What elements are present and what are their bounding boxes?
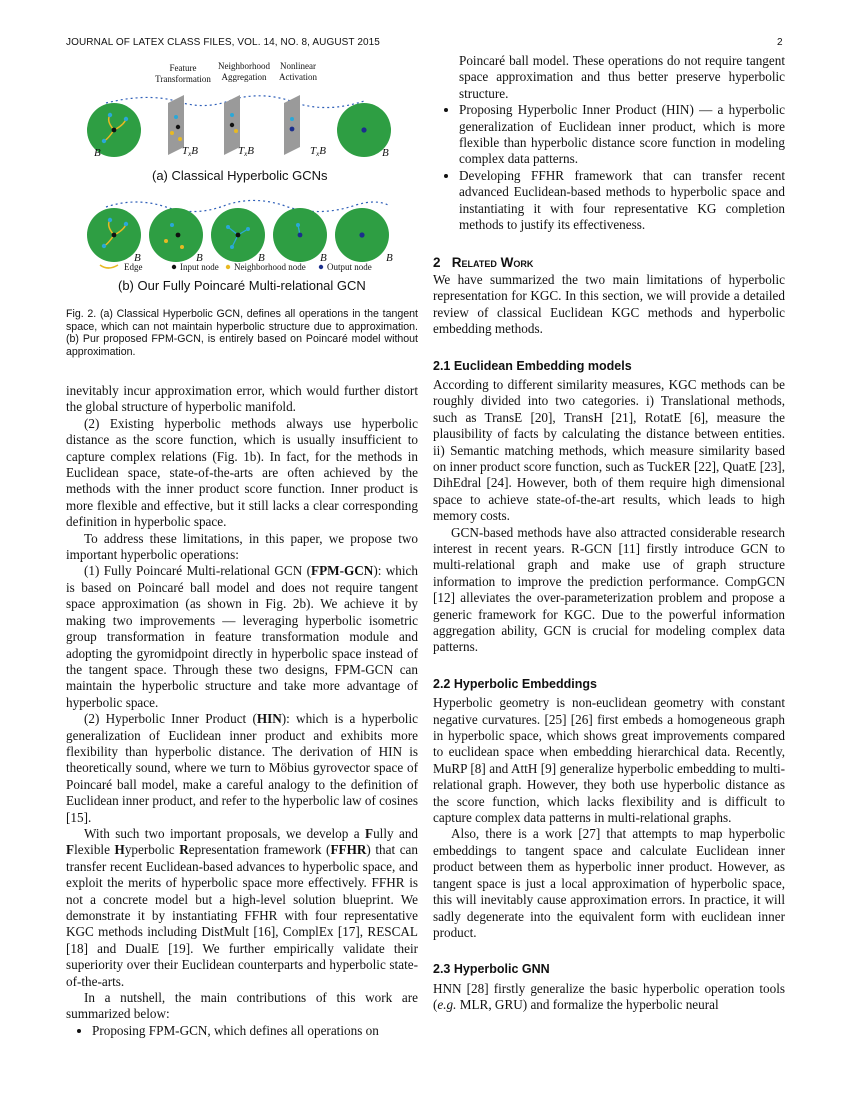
list-item: • Proposing Hyperbolic Inner Product (HIN) — a hyperbolic generalization of Euclidean inner product, which is more flexible than hyperbolic distance score function in modeling complex data patterns. [459, 102, 785, 168]
tangent-symbol-1: TxB [182, 145, 198, 158]
ball-symbol-b5: B [386, 252, 393, 264]
step-label-nonlinear-1: Nonlinear [280, 61, 316, 71]
page-number: 2 [777, 37, 783, 48]
figure-legend [100, 262, 372, 272]
list-item: • Developing FFHR framework that can transfer recent advanced Euclidean-based methods to hyperbolic space and instantiating it with four representative KG completion methods to justify its effectiveness. [459, 168, 785, 234]
ball-symbol-b1: B [134, 252, 141, 264]
step-label-neighborhood-2: Aggregation [221, 72, 267, 82]
section-heading-2: 2 Related Work [433, 255, 534, 271]
paragraph: HNN [28] firstly generalize the basic hyperbolic operation tools (e.g. MLR, GRU) and formalize the hyperbolic neural [433, 980, 785, 1013]
ball-symbol-a5: B [382, 147, 389, 159]
term-ffhr: FFHR [330, 842, 367, 858]
figure-label-a: (a) Classical Hyperbolic GCNs [152, 168, 328, 183]
left-column [66, 383, 418, 1039]
step-label-feature-2: Transformation [155, 74, 211, 84]
figure-caption: Fig. 2. (a) Classical Hyperbolic GCN, defines all operations in the tangent space, which can not maintain hyperbolic structure due to approximation. (b) Pur proposed FPM-GCN, is entirely based on Poincaré model without approximation. [66, 308, 418, 358]
contribution-list [66, 1023, 418, 1039]
right-column [433, 53, 785, 1014]
paragraph: inevitably incur approximation error, which would further distort the global structure of hyperbolic manifold. [66, 383, 418, 415]
paragraph: In a nutshell, the main contributions of this work are summarized below: [66, 990, 418, 1022]
step-label-feature-1: Feature [169, 63, 197, 73]
term-hin: HIN [256, 711, 282, 727]
tangent-symbol-3: TxB [310, 145, 326, 158]
contribution-list-cont [433, 102, 785, 233]
step-label-nonlinear-2: Activation [279, 72, 317, 82]
paragraph: To address these limitations, in this paper, we propose two important hyperbolic operations: [66, 530, 418, 563]
ball-symbol-b4: B [320, 252, 327, 264]
paragraph: (2) Existing hyperbolic methods always use hyperbolic distance as the score function, which is usually insufficient to capture complex relations (Fig. 1b). In fact, for the methods in Euclidean space, state-of-the-arts are often achieved by the methods with the inner product score function. Inner product is more flexible and effective, but it still lacks a clear corresponding definition in hyperbolic space. [66, 415, 418, 530]
tangent-plane-3 [284, 95, 300, 155]
paragraph: (1) Fully Poincaré Multi-relational GCN (FPM-GCN): which is based on Poincaré ball model and does not require tangent space approximation (as shown in Fig. 2b). We achieve it by making two improvements — leveraging hyperbolic isometric group transformation in feature transformation module and adopting the gyromidpoint directly in hyperbolic space instead of the tangent space. Through these two designs, FPM-GCN can maintain the hyperbolic structure and take more advantage of hyperbolic space. [66, 563, 418, 710]
paragraph: Also, there is a work [27] that attempts to map hyperbolic embeddings to tangent space and calculate Euclidean inner product between them as hyperbolic inner product. However, as tangent space is just a local approximation of hyperbolic space, this will inevitably cause approximation errors. In practice, it will sadly degenerate into the equivalent form with euclidean inner product. [433, 826, 785, 940]
legend-input: Input node [180, 262, 219, 272]
term-fpm-gcn: FPM-GCN [311, 563, 374, 579]
legend-edge-swatch [100, 265, 118, 268]
step-label-neighborhood-1: Neighborhood [218, 61, 270, 71]
figure-label-b: (b) Our Fully Poincaré Multi-relational GCN [118, 278, 366, 293]
paragraph: GCN-based methods have also attracted considerable research interest in recent years. R-GCN [11] firstly introduce GCN to multi-relational graph and make use of graph structure information to improve the prediction performance. CompGCN [12] alleviates the over-parameterization problem and propose a generic framework for KGC. Due to the powerful information aggregation ability, GCN is crucial for modeling complex data patterns. [433, 524, 785, 655]
paragraph: (2) Hyperbolic Inner Product (HIN): which is a hyperbolic generalization of Euclidean inner product and exhibits more flexibility than hyperbolic distance. The derivation of HIN is theoretically sound, where we turn to Möbius gyrovector space of Poincaré ball model, make a careful analogy to the definition of Euclidean inner product, and refer to the hyperbolic law of cosines [15]. [66, 711, 418, 825]
ball-symbol-b2: B [196, 252, 203, 264]
tangent-symbol-2: TxB [238, 145, 254, 158]
paragraph: We have summarized the two main limitations of hyperbolic representation for KGC. In this section, we will provide a detailed review of classical Euclidean KGC methods and hyperbolic embedding methods. [433, 271, 785, 337]
subsection-heading-2-2: 2.2 Hyperbolic Embeddings [433, 676, 597, 691]
journal-header: JOURNAL OF LATEX CLASS FILES, VOL. 14, NO. 8, AUGUST 2015 [66, 37, 380, 48]
legend-neighbor-swatch [226, 265, 230, 269]
legend-input-swatch [172, 265, 176, 269]
subsection-heading-2-1: 2.1 Euclidean Embedding models [433, 358, 632, 373]
legend-neighbor: Neighborhood node [234, 262, 306, 272]
paragraph: With such two important proposals, we develop a Fully and Flexible Hyperbolic Representation framework (FFHR) that can transfer recent Euclidean-based advances to hyperbolic space, and exploit the merits of hyperbolic space more effectively. FFHR is not a concrete model but a high-level solution blueprint. We demonstrate it by instantiating FFHR with four representative KGC methods including DistMult [16], ComplEx [17], RESCAL [18] and DualE [19]. We further empirically validate their superiority over their Euclidean counterparts and hyperbolic state-of-the-arts. [66, 825, 419, 989]
legend-edge: Edge [124, 262, 143, 272]
output-node-a [361, 127, 366, 132]
subsection-heading-2-3: 2.3 Hyperbolic GNN [433, 962, 550, 977]
paragraph: Hyperbolic geometry is non-euclidean geometry with constant negative curvatures. [25] [26] first embeds a homogeneous graph in hyperbolic space, which shows great improvements compared to euclidean space when embedding hierarchical data. Recently, MuRP [8] and AttH [9] generalize hyperbolic embedding to multi-relational graph. However, they both use hyperbolic distance as the score function, which lacks flexibility and is difficult to capture complex data patterns in multi-relational graphs. [433, 695, 785, 826]
list-item: • Proposing FPM-GCN, which defines all operations on [92, 1023, 418, 1039]
legend-output: Output node [327, 262, 372, 272]
ball-symbol-a1: B [94, 147, 101, 159]
list-continuation: Poincaré ball model. These operations do not require tangent space approximation and thus better preserve hyperbolic structure. [459, 53, 785, 101]
ball-symbol-b3: B [258, 252, 265, 264]
paragraph: According to different similarity measures, KGC methods can be roughly divided into two categories. i) Translational methods, such as TransE [20], TransH [21], RotatE [6], measure the plausibility of facts by calculating the distance between entities. ii) Semantic matching methods, which measure similarity based on inner product score function, such as TuckER [22], QuatE [23], DihEdral [24]. However, both of them require high dimensional space to achieve state-of-the-art results, which leads to high memory costs. [433, 376, 785, 524]
legend-output-swatch [319, 265, 323, 269]
